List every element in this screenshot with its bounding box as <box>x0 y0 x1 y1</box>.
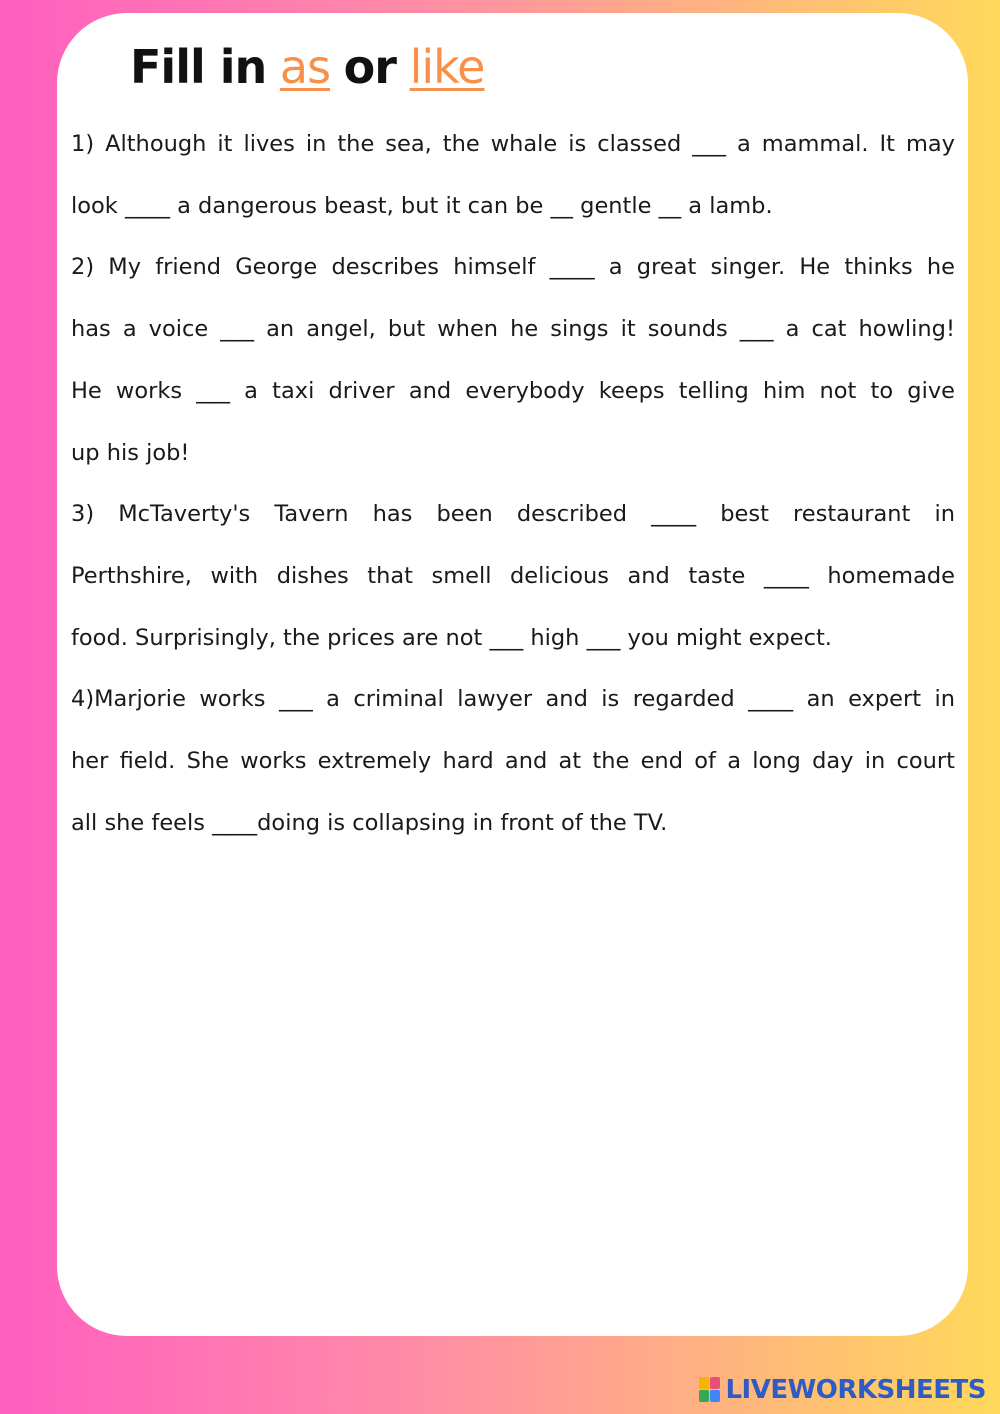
exercise-line: look ____ a dangerous beast, but it can be __ gentle __ a lamb. <box>71 192 773 219</box>
exercise-line: 2) My friend George describes himself ____ a great singer. He thinks he <box>71 254 955 281</box>
exercise-line: 1) Although it lives in the sea, the whale is classed ___ a mammal. It may <box>71 131 955 157</box>
exercise-line: 4)Marjorie works ___ a criminal lawyer and is regarded ____ an expert in <box>71 686 955 713</box>
exercise-4 <box>71 669 955 854</box>
footer-branding[interactable] <box>699 1374 986 1406</box>
title-prefix: Fill in <box>130 40 267 94</box>
exercise-line: 3) McTaverty's Tavern has been described ____ best restaurant in <box>71 501 955 528</box>
title-keyword-like: like <box>409 40 485 94</box>
exercise-2 <box>71 237 955 484</box>
exercise-line: has a voice ___ an angel, but when he sings it sounds ___ a cat howling! <box>71 316 955 343</box>
brand-name: LIVEWORKSHEETS <box>725 1375 986 1405</box>
exercise-line: all she feels ____doing is collapsing in front of the TV. <box>71 809 668 836</box>
exercise-line: up his job! <box>71 439 190 466</box>
exercise-content <box>71 114 955 854</box>
title-keyword-as: as <box>279 40 331 94</box>
exercise-line: food. Surprisingly, the prices are not ___ high ___ you might expect. <box>71 624 832 651</box>
exercise-line: He works ___ a taxi driver and everybody keeps telling him not to give <box>71 377 955 404</box>
worksheet-title <box>130 40 484 94</box>
exercise-line: Perthshire, with dishes that smell delicious and taste ____ homemade <box>71 562 955 589</box>
exercise-1 <box>71 114 955 237</box>
liveworksheets-logo-icon <box>699 1377 721 1403</box>
exercise-line: her field. She works extremely hard and at the end of a long day in court <box>71 748 955 775</box>
title-connector: or <box>343 40 396 94</box>
exercise-3 <box>71 484 955 669</box>
